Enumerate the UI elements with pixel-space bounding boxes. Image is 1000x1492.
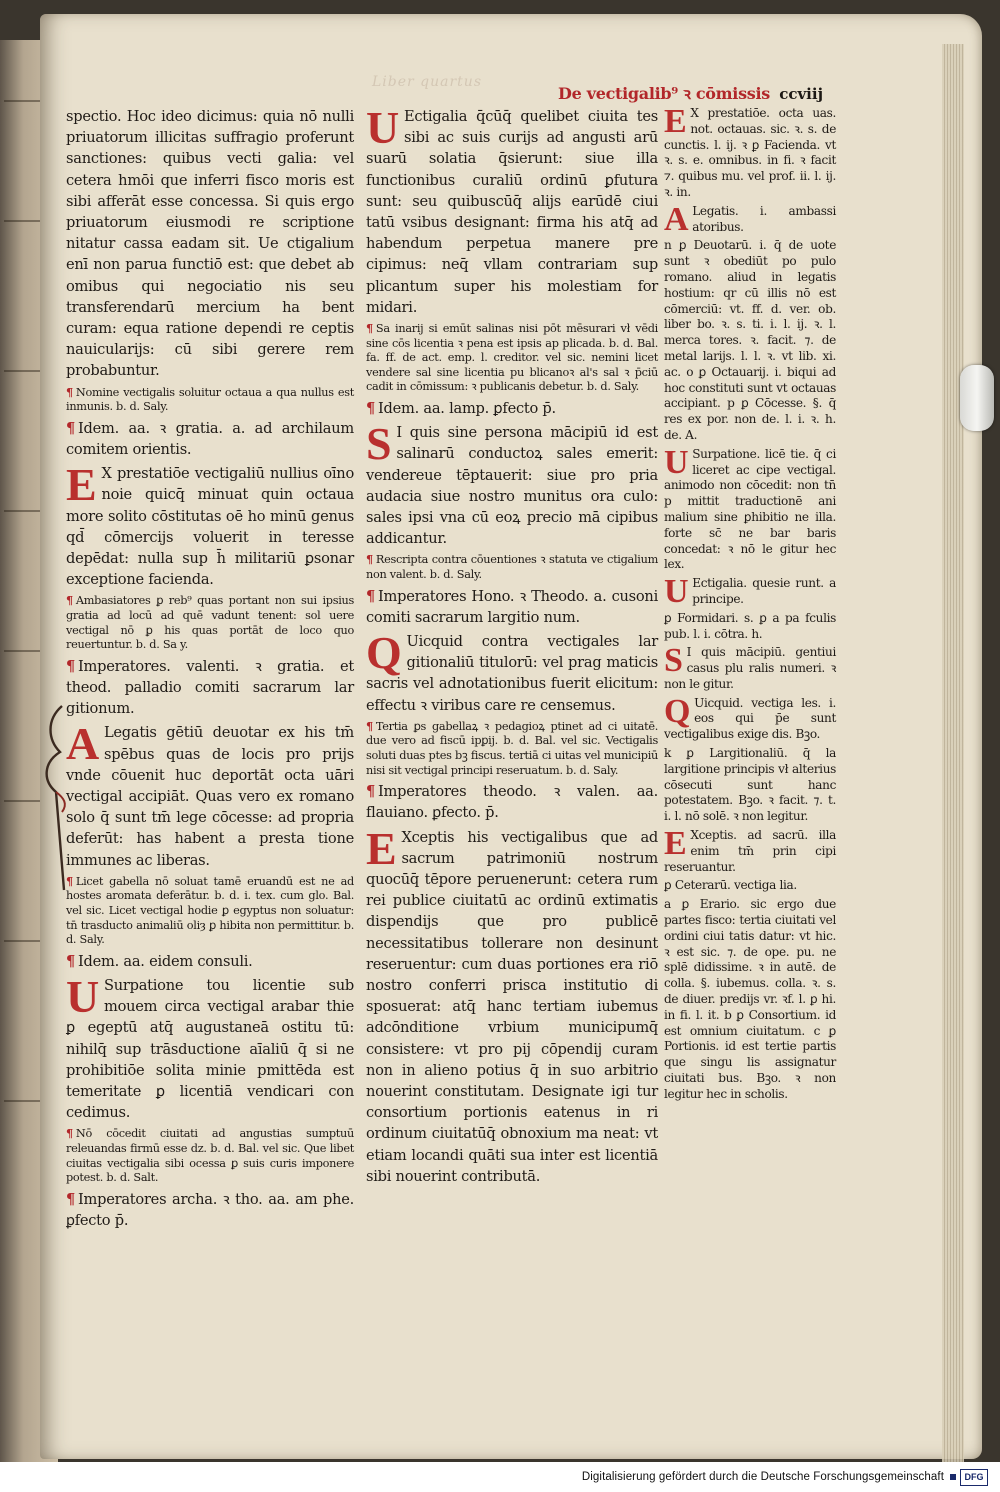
pilcrow-icon: ¶: [366, 400, 376, 417]
pilcrow-icon: ¶: [66, 1190, 76, 1208]
running-header: [558, 82, 823, 104]
paragraph-text: Ectigalia q̄cūq̄ quelibet ciuita tes sibi ac suis curijs ad angusti arū suarū solatia q̄sierunt: siue illa functionibus curaliū ordinū ꝑfutura sunt: seu quibuscūq̄ alijs earūdē ciui tatū vsibus designant: firma his atq̄ ad habendum perpetua manere pre cipimus: neq̄ vllam contrariam sup plicantum super his molestiam for midari.: [366, 108, 658, 316]
pilcrow-icon: ¶: [366, 321, 373, 336]
running-title: De vectigalib⁹ ꝛ cōmissis: [558, 84, 770, 103]
paragraph: [664, 200, 836, 238]
paragraph: [366, 102, 658, 318]
dfg-logo: DFG: [950, 1469, 988, 1486]
paragraph-text: I quis mācipiū. gentiui casus plu ralis numeri. ꝛ non le gitur.: [664, 645, 836, 691]
paragraph: [66, 971, 354, 1123]
summary-note: [66, 1126, 354, 1185]
paragraph-text: X prestatiōe. octa uas. not. octauas. sic. ꝛ. s. de cunctis. l. ij. ꝛ ꝑ Facienda. vt ꝛ. s. e. omnibus. in fi. ꝛ facit ⁊. quibus mu. vel prof. ii. l. ij. ꝛ. in.: [664, 106, 836, 199]
rubricated-initial: Q: [366, 627, 402, 679]
paragraph-text: Uicquid contra vectigales lar gitionaliū titulorū: vel prag maticis sacris vel adnotationibus fuerit elicitum: effectu ꝛ viribus care re censemus.: [366, 633, 658, 714]
page-fore-edge: [942, 44, 964, 1462]
rubric-heading: [366, 781, 658, 823]
rubric-heading: [66, 951, 354, 972]
summary-note: [66, 874, 354, 948]
pilcrow-icon: ¶: [66, 873, 73, 888]
note-text: Licet gabella nō soluat tamē eruandū est ne ad hostes aromata deferātur. b. d. i. tex. cum glo. Bal. vel sic. Licet vectigal hodie ꝑ egyptus non soluatur: tn̄ trasducto animaliū oliȝ ꝑ hibita non permittitur. b. d. Saly.: [66, 874, 354, 947]
pilcrow-icon: ¶: [66, 419, 76, 437]
text-column-middle: [366, 102, 658, 1190]
rubric-text: Imperatores theodo. ꝛ valen. aa. flauiano. ꝑfecto. p̄.: [366, 783, 658, 822]
paragraph-text: Legatis. i. ambassi atoribus.: [692, 203, 836, 234]
summary-note: [366, 719, 658, 778]
paragraph: [664, 642, 836, 692]
rubricated-initial: S: [664, 642, 683, 680]
paragraph-text: Uicquid. vectiga les. i. eos qui p̄e sunt vectigalibus exige dis. Bꝫo.: [664, 695, 836, 742]
note-text: Nō cōcedit ciuitati ad angustias sumptuū releuandas firmū esse dz. b. d. Bal. vel sic. Que libet ciuitas vectigalia sibi ocessa ꝑ suis curis imponere potest. b. d. Salt.: [66, 1127, 354, 1185]
rubric-heading: [66, 1189, 354, 1231]
paragraph-text: Legatis gētiū deuotar ex his tm̄ spēbus quas de locis pro prijs vnde cōuenit huc deportāt octa uāri vectigal accipiāt. Quas vero ex romano solo q̄ sunt tm̄ lege cōcesse: ad propria deferūt: has habent a presta tione immunes ac liberas.: [66, 724, 354, 869]
rubric-text: Idem. aa. ꝛ gratia. a. ad archilaum comitem orientis.: [66, 419, 354, 459]
paragraph: [664, 825, 836, 875]
paragraph: [66, 718, 354, 870]
show-through-text: Liber quartus: [372, 74, 483, 90]
pilcrow-icon: ¶: [366, 718, 373, 733]
note-text: Tertia ꝑs gabellaꝝ ꝛ pedagioꝝ ptinet ad ci uitatē. due vero ad fiscū ipꝑij. b. d. Bal. vel sic. Vectigalis soluti duas ptes bꝫ fiscus. tertiā ci uitas vel municipiū nisi sit vectigal principi reseruatum. b. d. Saly.: [366, 719, 658, 777]
rubric-text: Imperatores Hono. ꝛ Theodo. a. cusoni comiti sacrarum largitio num.: [366, 587, 658, 626]
note-text: Rescripta contra cōuentiones ꝛ statuta ve ctigalium non valent. b. d. Saly.: [366, 553, 658, 582]
rubric-heading: [66, 656, 354, 720]
rubric-heading: [366, 586, 658, 628]
metal-clip: [960, 365, 994, 431]
rubricated-initial: U: [664, 573, 689, 611]
paragraph: spectio. Hoc ideo dicimus: quia nō nulli priuatorum illicitas suffragio proferunt sanctiones: quibus vecti galia: vel cetera hmōi que inferri fisco moris est sibi afferāt esse concessa. Si quis ergo priuatorum eiusmodi re scriptione nitatur cassa eadam sit. Ue ctigalium enī non parua functiō est: que debet ab omibus qui negociatio nis seu transferendarū mercium ha bent curam: equa ratione dependi re ceptis nauicularijs: cū sibi gerere rem probabuntur.: [66, 108, 354, 380]
paragraph-text: Ectigalia. quesie runt. a principe.: [692, 576, 836, 606]
rubricated-initial: E: [366, 822, 397, 874]
folio-number: ccviij: [779, 85, 823, 103]
rubricated-initial: U: [664, 443, 689, 481]
paragraph: [664, 443, 836, 573]
pilcrow-icon: ¶: [66, 1126, 73, 1141]
text-column-gloss: [664, 103, 836, 1106]
text-column-left: [66, 106, 354, 1234]
pilcrow-icon: ¶: [366, 783, 376, 801]
paragraph: ꝑ Formidari. s. ꝑ a pa fculis pub. l. i. cōtra. h.: [664, 610, 836, 641]
paragraph: a ꝑ Erario. sic ergo due partes fisco: tertia ciuitati vel ordini ciui tatis datur: vt hic. ꝛ est sic. ⁊. de ope. pu. ne splē didissime. ꝛ in autē. de colla. §. iubemus. colla. ꝛ. s. de diuer. predijs vr. ꝛf. l. ꝑ hi. in fi. l. it. b ꝑ Consortium. id est omnium ciuitatum. c ꝑ Portionis. id est tertie partis que singu lis assignatur ciuitati bus. Bꝫo. ꝛ non legitur hec in scholis.: [664, 897, 836, 1101]
rubricated-initial: E: [664, 825, 687, 863]
paragraph: [664, 573, 836, 611]
rubric-text: Imperatores archa. ꝛ tho. aa. am phe. ꝑfecto p̄.: [66, 1190, 354, 1230]
rubricated-initial: S: [366, 418, 392, 470]
paragraph: [66, 459, 354, 590]
rubricated-initial: U: [66, 971, 99, 1023]
paragraph-text: X prestatiōe vectigaliū nullius oīno noie quicq̄ minuat quin octaua more solito cōstitutas oē ho minū genus qd̄ cōmercijs voluerit in teresse depēdat: nulla sup h̄ militariū ꝑsonar exceptione facienda.: [66, 465, 354, 589]
rubric-heading: [366, 398, 658, 419]
funding-credit: Digitalisierung gefördert durch die Deutsche Forschungsgemeinschaft: [581, 1471, 944, 1483]
paragraph-text: Xceptis. ad sacrū. illa enim tm̄ prin cipi reseruantur.: [664, 828, 836, 874]
paragraph: [366, 627, 658, 716]
summary-note: [66, 385, 354, 415]
pilcrow-icon: ¶: [66, 952, 76, 970]
digitization-footer: [0, 1462, 1000, 1492]
pilcrow-icon: ¶: [366, 587, 376, 605]
paragraph: [664, 103, 836, 201]
paragraph-text: Surpatione tou licentie sub mouem circa vectigal arabar thie ꝑ egeptū atq̄ augustaneā ostitu tū: nihilq̄ sup trāsductione aīaliū q̄ si ne prohibitiōe solita minie pmittēda est temeritate ꝑ licentiā vendicari con cedimus.: [66, 977, 354, 1122]
marginal-bracket-mark: [34, 700, 74, 900]
note-text: Nomine vectigalis soluitur octaua a qua nullus est inmunis. b. d. Saly.: [66, 385, 354, 414]
paragraph: k ꝑ Largitionaliū. q̄ la largitione principis vł alterius cōsecuti sunt hanc potestatem. Bꝫo. ꝛ facit. ⁊. t. i. l. nō solē. ꝛ non legitur.: [664, 746, 836, 824]
pilcrow-icon: ¶: [66, 384, 73, 399]
rubric-heading: [66, 418, 354, 460]
rubric-text: Imperatores. valenti. ꝛ gratia. et theod. palladio comiti sacrarum lar gitionum.: [66, 657, 354, 718]
paragraph-text: I quis sine persona mācipiū id est salinarū conductoꝝ sales emerit: vendereue tēptauerit: siue pro pria audacia siue nostro munitus ora culo: sales ipsi vna cū eoꝝ precio mā cipibus addicantur.: [366, 424, 658, 548]
rubricated-initial: A: [66, 718, 99, 770]
summary-note: [66, 593, 354, 652]
note-text: Sa inarij si emūt salinas nisi pōt mēsurari vł vēdi sine cōs licentia ꝛ pena est ipsis ap plicada. b. d. Bal. fa. ff. de act. emp. l. creditor. vel sic. nemini licet vendere sal sine licentia pu blicanoꝛ al's sal ꝛ p̄ciū cadit in cōmissum: ꝛ publicanis debetur. b. d. Saly.: [366, 322, 658, 394]
rubricated-initial: Q: [664, 692, 691, 730]
summary-note: [366, 552, 658, 582]
rubric-text: Idem. aa. eidem consuli.: [78, 952, 253, 970]
paragraph-text: Xceptis his vectigalibus que ad sacrum patrimoniū nostrum quocūq̄ tēpore peruenerunt: cetera rum rei publice ciuitatū ac ordinū extimatis dispendijs que pro publicē necessitatibus tollerare non desinunt reseruentur: cum duas portiones era riō nostro conferri prisca institutio di sposuerat: atq̄ hanc tertiam iubemus adcōnditione vrbium municipumq̄ consistere: vt pro pij cōpendij curam non in alieno potius q̄ in suo arbitrio nouerint constitutam. Designate igi tur consortium portionis eatenus in ri ordinum ciuitatūq̄ obnoxium ma neat: vt etiam locandi quāti sua inter est licentiā sibi nouerint contributā.: [366, 828, 658, 1185]
pilcrow-icon: ¶: [66, 593, 73, 608]
summary-note: [366, 321, 658, 395]
paragraph: [664, 692, 836, 743]
rubricated-initial: E: [66, 459, 97, 511]
pilcrow-icon: ¶: [366, 552, 373, 567]
paragraph: ꝑ Ceterarū. vectiga lia.: [664, 878, 797, 893]
rubric-text: Idem. aa. lamp. ꝑfecto p̄.: [378, 400, 556, 417]
note-text: Ambasiatores ꝑ reb⁹ quas portant non sui ipsius gratia ad locū ad quē vadunt tenent: sol uere vectigal nō ꝑ his quas portāt de loco quo reuertuntur. b. d. Sa y.: [66, 594, 354, 652]
paragraph-text: Surpatione. licē tie. q̄ ci liceret ac cipe vectigal. animodo non cōcedit: non tn̄ p mittit traductionē ani malium sine ꝑhibitio ne illa. forte sc̄ ne bar baris concedat: ꝛ nō le gitur hec lex.: [664, 446, 836, 572]
rubricated-initial: A: [664, 200, 689, 238]
paragraph: [366, 418, 658, 549]
paragraph: n ꝑ Deuotarū. i. q̄ de uote sunt ꝛ obediūt po pulo romano. aliud in legatis hostium: qr cū illis nō est cōmerciū: vt. ff. d. ver. ob. liber bo. ꝛ. s. ti. i. l. ij. ꝛ. l. merca tores. ꝛ. facit. ⁊. de metal larijs. l. l. ꝛ. vt lib. xi. ac. o ꝑ Octauarij. i. biqui ad hoc constituti sunt vt octauas accipiant. p ꝑ Cōcesse. §. q̄ res ex por. non de. l. i. ꝛ. h. de. A.: [664, 238, 836, 442]
rubricated-initial: E: [664, 103, 687, 140]
paragraph: [366, 822, 658, 1187]
pilcrow-icon: ¶: [66, 657, 76, 675]
rubricated-initial: U: [366, 102, 399, 153]
